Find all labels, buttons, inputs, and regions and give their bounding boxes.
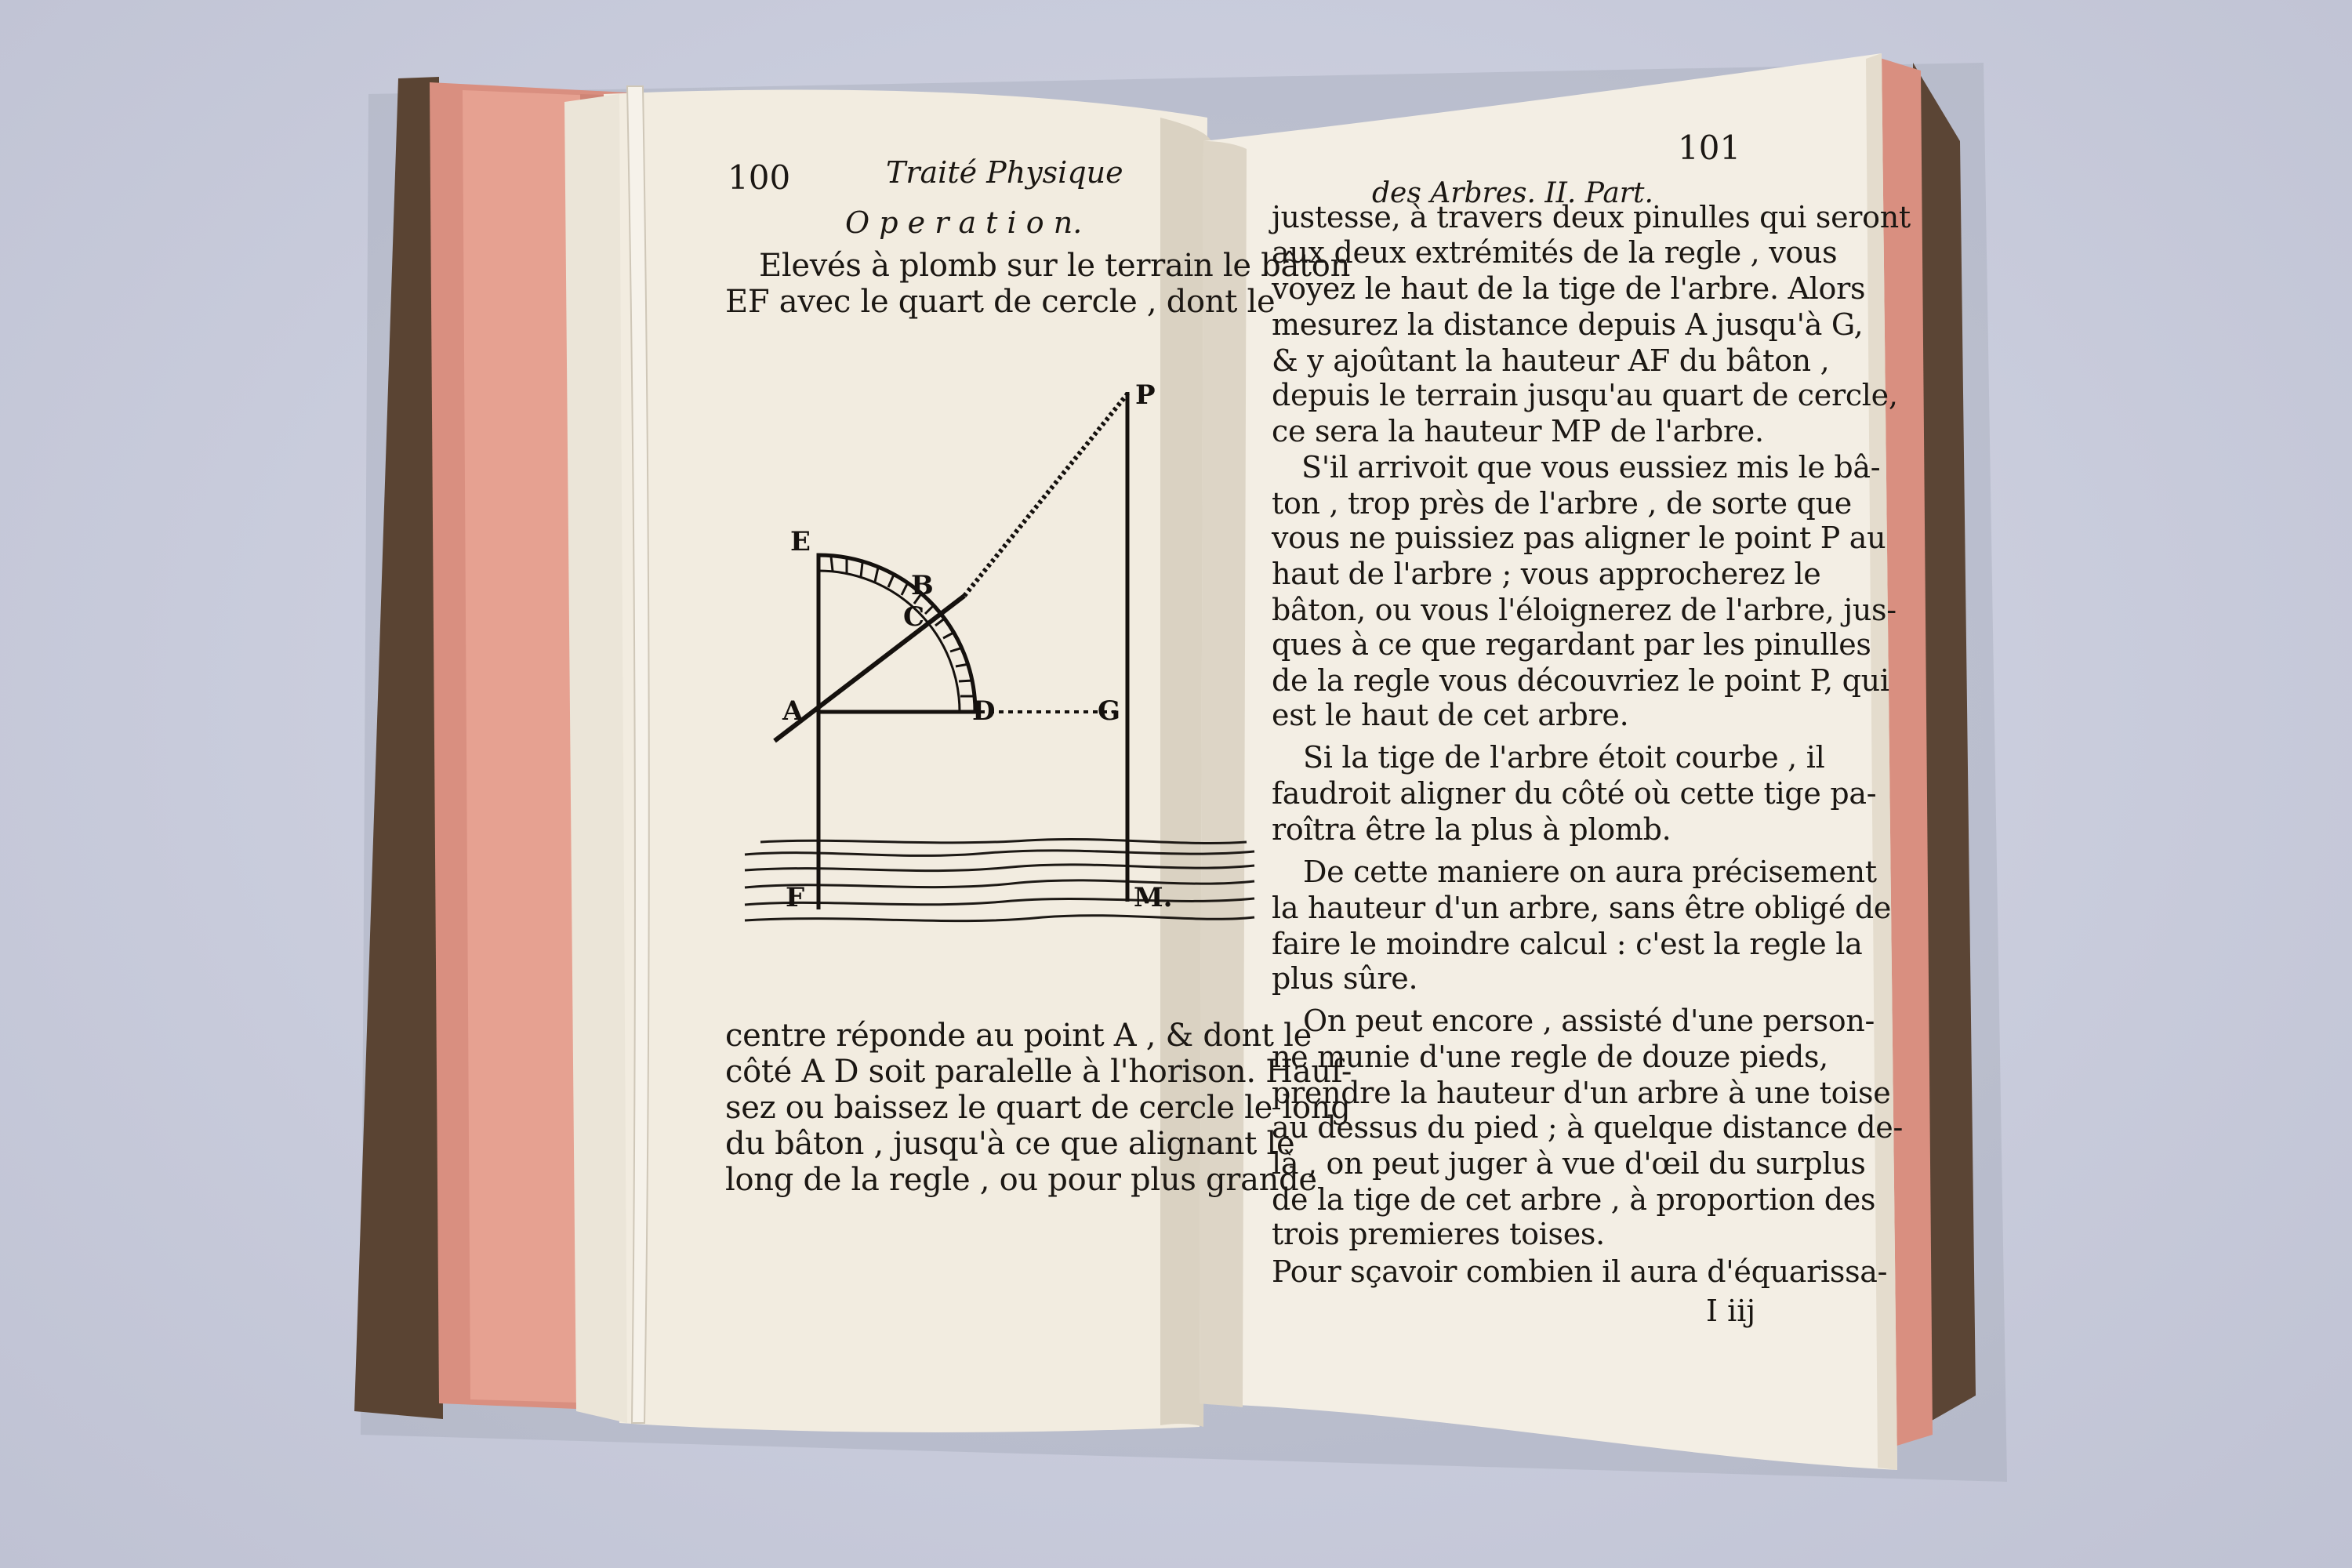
label-P: P xyxy=(1135,379,1156,411)
right-line: justesse, à travers deux pinulles qui seront xyxy=(1272,200,1911,234)
right-line: S'il arrivoit que vous eussiez mis le bâ- xyxy=(1301,450,1881,485)
right-line: prendre la hauteur d'un arbre à une toise xyxy=(1272,1076,1891,1110)
left-line-2: EF avec le quart de cercle , dont le xyxy=(725,284,1276,320)
label-A: A xyxy=(782,695,804,727)
right-line: On peut encore , assisté d'une person- xyxy=(1303,1004,1875,1038)
right-line: voyez le haut de la tige de l'arbre. Alors xyxy=(1272,271,1866,306)
right-line: roîtra être la plus à plomb. xyxy=(1272,812,1671,847)
signature-mark: I iij xyxy=(1706,1294,1756,1328)
right-line: vous ne puissiez pas aligner le point P au xyxy=(1272,521,1886,555)
right-line: bâton, ou vous l'éloignerez de l'arbre, jus- xyxy=(1272,593,1896,627)
left-line-1: Elevés à plomb sur le terrain le bâton xyxy=(759,248,1351,284)
label-F: F xyxy=(786,882,805,913)
ground-hatching xyxy=(745,839,1254,920)
right-line: de la regle vous découvriez le point P, qui xyxy=(1272,663,1889,698)
right-line: la hauteur d'un arbre, sans être obligé de xyxy=(1272,891,1892,925)
right-line: Pour sçavoir combien il aura d'équarissa- xyxy=(1272,1254,1888,1289)
right-line: De cette maniere on aura précisement xyxy=(1303,855,1877,889)
right-line: de la tige de cet arbre , à proportion des xyxy=(1272,1182,1876,1217)
right-line: au dessus du pied ; à quelque distance de- xyxy=(1272,1110,1904,1145)
right-line: ques à ce que regardant par les pinulles xyxy=(1272,627,1871,662)
section-title: O p e r a t i o n. xyxy=(845,205,1083,240)
right-line: faudroit aligner du côté où cette tige pa- xyxy=(1272,776,1877,811)
right-line: Si la tige de l'arbre étoit courbe , il xyxy=(1303,740,1825,775)
left-page-number: 100 xyxy=(728,158,791,197)
right-line: aux deux extrémités de la regle , vous xyxy=(1272,235,1838,270)
right-page-number: 101 xyxy=(1678,129,1741,167)
figure-quadrant-diagram xyxy=(729,368,1278,933)
left-line-7: long de la regle , ou pour plus grande xyxy=(725,1162,1317,1198)
right-line: ne munie d'une regle de douze pieds, xyxy=(1272,1040,1828,1074)
right-line: plus sûre. xyxy=(1272,961,1418,996)
right-line: là , on peut juger à vue d'œil du surplus xyxy=(1272,1146,1866,1181)
right-line: faire le moindre calcul : c'est la regle la xyxy=(1272,927,1863,961)
left-running-head: Traité Physique xyxy=(886,155,1123,190)
left-line-6: du bâton , jusqu'à ce que alignant le xyxy=(725,1126,1295,1162)
right-line: ton , trop près de l'arbre , de sorte que xyxy=(1272,486,1852,521)
label-B: B xyxy=(911,570,934,601)
right-line: est le haut de cet arbre. xyxy=(1272,698,1629,732)
label-M: M. xyxy=(1134,882,1173,913)
right-line: depuis le terrain jusqu'au quart de cercle, xyxy=(1272,378,1898,412)
label-E: E xyxy=(790,526,811,557)
left-line-4: côté A D soit paralelle à l'horison. Hauf- xyxy=(725,1054,1352,1090)
label-G: G xyxy=(1098,695,1121,727)
sight-line-diagonal xyxy=(964,392,1129,596)
right-line: haut de l'arbre ; vous approcherez le xyxy=(1272,557,1821,591)
left-line-5: sez ou baissez le quart de cercle le long xyxy=(725,1090,1351,1126)
right-line: trois premieres toises. xyxy=(1272,1217,1605,1251)
label-C: C xyxy=(903,601,925,633)
right-line: & y ajoûtant la hauteur AF du bâton , xyxy=(1272,343,1830,378)
right-running-head: des Arbres. II. Part. xyxy=(1372,177,1653,209)
left-line-3: centre réponde au point A , & dont le xyxy=(725,1018,1312,1054)
right-line: mesurez la distance depuis A jusqu'à G, xyxy=(1272,307,1864,342)
right-line: ce sera la hauteur MP de l'arbre. xyxy=(1272,414,1764,448)
label-D: D xyxy=(972,695,996,727)
